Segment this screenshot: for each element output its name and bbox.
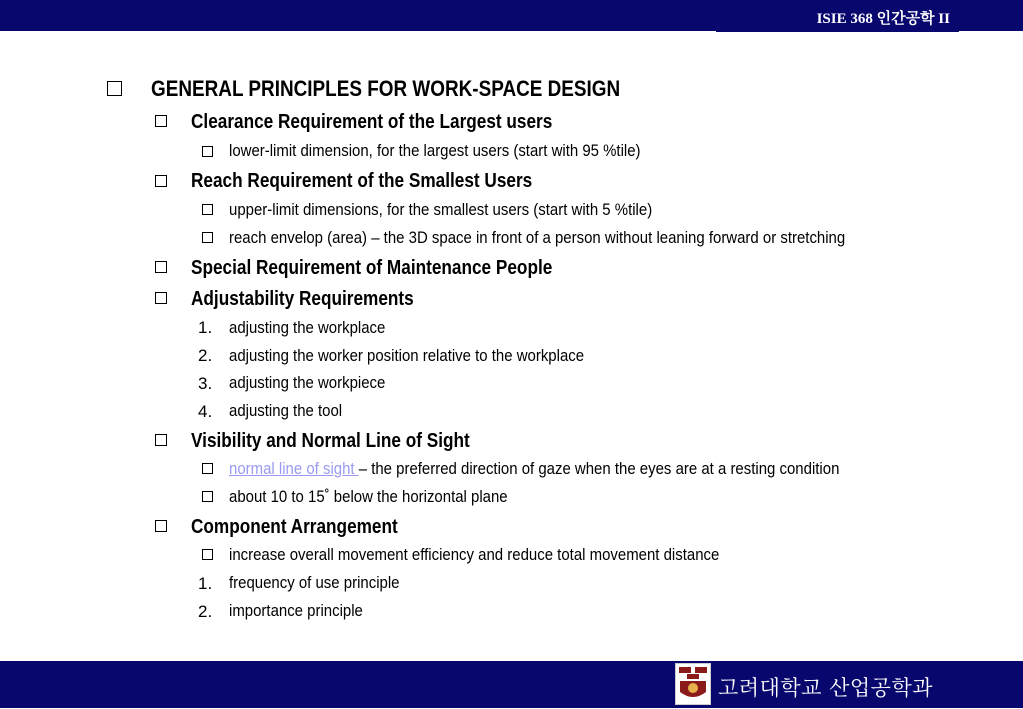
header-bar (0, 0, 1023, 31)
checkbox-bullet-icon (155, 292, 167, 304)
checkbox-bullet-icon (155, 520, 167, 532)
numbered-item: adjusting the tool (229, 401, 343, 420)
numbered-item: adjusting the workpiece (229, 373, 386, 392)
checkbox-bullet-icon (155, 175, 167, 187)
checkbox-bullet-icon (155, 115, 167, 127)
section-heading: Clearance Requirement of the Largest users (191, 111, 553, 133)
numbered-item: adjusting the workplace (229, 318, 386, 337)
checkbox-bullet-icon (202, 463, 213, 474)
checkbox-bullet-icon (202, 549, 213, 560)
checkbox-bullet-icon (202, 491, 213, 502)
bullet-text: about 10 to 15˚ below the horizontal plane (229, 487, 508, 506)
university-logo-icon (675, 663, 711, 705)
section-heading: Reach Requirement of the Smallest Users (191, 170, 533, 192)
checkbox-bullet-icon (107, 81, 122, 96)
list-number: 2. (198, 346, 213, 365)
checkbox-bullet-icon (202, 232, 213, 243)
numbered-item: importance principle (229, 601, 363, 620)
checkbox-bullet-icon (202, 204, 213, 215)
list-number: 1. (198, 318, 213, 337)
bullet-text: lower-limit dimension, for the largest users (start with 95 %tile) (229, 141, 641, 160)
numbered-item: adjusting the worker position relative to the workplace (229, 346, 585, 365)
list-number: 4. (198, 402, 213, 421)
numbered-item: frequency of use principle (229, 573, 400, 592)
checkbox-bullet-icon (202, 146, 213, 157)
checkbox-bullet-icon (155, 261, 167, 273)
list-number: 3. (198, 374, 213, 393)
bullet-text: upper-limit dimensions, for the smallest users (start with 5 %tile) (229, 200, 653, 219)
header-underline (716, 31, 959, 32)
section-heading: Special Requirement of Maintenance People (191, 257, 553, 279)
section-heading: Adjustability Requirements (191, 288, 414, 310)
course-code: ISIE 368 인간공학 II (816, 11, 950, 27)
normal-line-of-sight-link[interactable]: normal line of sight (229, 459, 359, 478)
section-heading: Component Arrangement (191, 516, 398, 538)
section-heading: Visibility and Normal Line of Sight (191, 430, 470, 452)
list-number: 2. (198, 602, 213, 621)
slide-title: GENERAL PRINCIPLES FOR WORK-SPACE DESIGN (151, 76, 621, 101)
checkbox-bullet-icon (155, 434, 167, 446)
bullet-text (229, 460, 839, 477)
department-name: 고려대학교 산업공학과 (718, 676, 934, 700)
bullet-text: reach envelop (area) – the 3D space in front of a person without leaning forward or stretching (229, 228, 846, 247)
bullet-text: increase overall movement efficiency and reduce total movement distance (229, 545, 720, 564)
bullet-text-rest: – the preferred direction of gaze when the eyes are at a resting condition (358, 459, 840, 478)
list-number: 1. (198, 574, 213, 593)
